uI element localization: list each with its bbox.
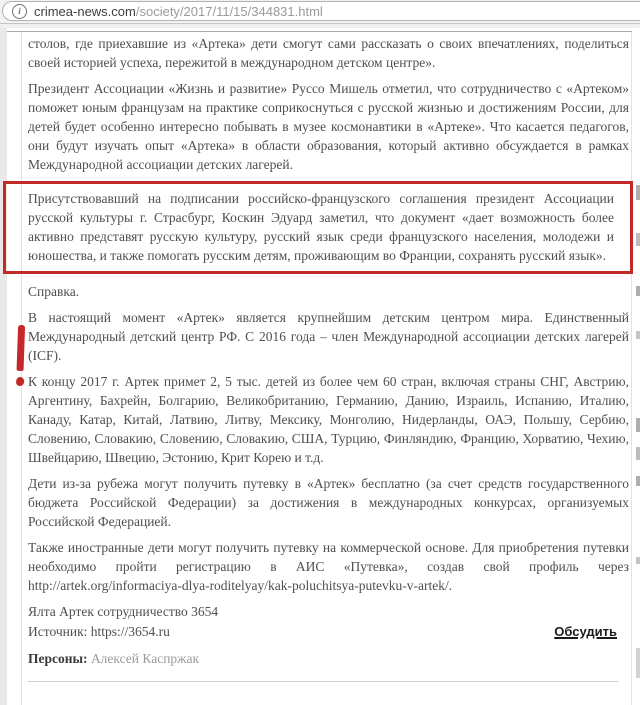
article-tags[interactable]: Ялта Артек сотрудничество 3654 (28, 604, 219, 619)
url-path: /society/2017/11/15/344831.html (135, 3, 323, 19)
source-link[interactable]: https://3654.ru (90, 624, 170, 639)
page-url[interactable] (34, 4, 323, 19)
artek-registration-link[interactable]: http://artek.org/informaciya-dlya-roditelyay/kak-poluchitsya-putevku-v-artek/ (28, 578, 449, 593)
article-top-border (7, 31, 632, 32)
source-label: Источник: (28, 624, 91, 639)
right-edge-fragment (636, 476, 640, 486)
article-paragraph: Дети из-за рубежа могут получить путевку в «Артек» бесплатно (за счет средств государственного бюджета Российской Федерации) за достижения в международных конкурсах, организуемых Российской Федерацией. (28, 476, 629, 529)
info-icon[interactable]: i (12, 4, 27, 19)
right-edge-fragment (636, 447, 640, 460)
person-link[interactable]: Алексей Каспржак (90, 651, 200, 666)
article-right-border (631, 32, 632, 705)
right-edge-fragment (636, 557, 640, 564)
article-paragraph (28, 538, 629, 595)
persons-row (28, 649, 629, 668)
address-bar[interactable] (2, 1, 640, 21)
right-edge-fragment (636, 185, 640, 200)
persons-label: Персоны: (28, 651, 91, 666)
page-left-margin (0, 28, 7, 705)
discuss-link[interactable]: Обсудить (554, 624, 617, 639)
article-body (28, 34, 629, 682)
browser-toolbar (0, 0, 640, 23)
reference-heading: Справка. (28, 284, 80, 299)
toolbar-shadow (0, 24, 640, 28)
highlighted-paragraph: Присутствовавший на подписании российско-французского соглашения президент Ассоциации русской культуры г. Страсбург, Коскин Эдуард заметил, что документ «дает возможность более активно представят русскую культуру, русский язык среди французского населения, молодежи и юношества, и также помогать русским детям, проживающим во Франции, сохранять русский язык». (28, 191, 614, 263)
exclamation-bar (17, 325, 26, 371)
right-edge-fragment (636, 286, 640, 296)
exclamation-dot (16, 377, 24, 386)
right-edge-fragment (636, 233, 640, 246)
red-exclamation-annotation (16, 325, 28, 389)
article-paragraph: К концу 2017 г. Артек примет 2, 5 тыс. детей из более чем 60 стран, включая страны СНГ, Австрию, Аргентину, Бахрейн, Болгарию, Великобританию, Германию, Данию, Израиль, Испанию, Италию, Канаду, Катар, Китай, Латвию, Литву, Мексику, Монголию, Нидерланды, ОАЭ, Польшу, Сербию, Словению, Словакию, Словению, Словакию, США, Турцию, Финляндию, Францию, Хорватию, Чехию, Швейцарию, Швецию, Эстонию, Крит Корею и т.д. (28, 374, 629, 465)
url-domain: crimea-news.com (34, 3, 136, 19)
right-edge-fragment (636, 648, 640, 678)
source-row (28, 622, 629, 641)
right-edge-fragment (636, 331, 640, 339)
article-paragraph: Президент Ассоциации «Жизнь и развитие» Руссо Мишель отметил, что сотрудничество с «Артеком» поможет юным французам на практике соприкоснуться с русской жизнью и достижениям России, для детей будет особенно интересно побывать в музее космонавтики в «Артеке». Что касается педагогов, они будут изучать опыт «Артека» в области образования, который активно обсуждается в рамках Международной ассоциации детских лагерей. (28, 81, 629, 172)
article-paragraph: В настоящий момент «Артек» является крупнейшим детским центром мира. Единственный Международный детский центр РФ. С 2016 года – член Международной ассоциации детских лагерей (ICF). (28, 310, 629, 363)
paragraph-text: Также иностранные дети могут получить путевку на коммерческой основе. Для приобретения путевки необходимо пройти регистрацию в АИС «Путевка», создав свой профиль через (28, 540, 629, 574)
bottom-divider (28, 681, 618, 682)
article-paragraph: столов, где приехавшие из «Артека» дети смогут сами рассказать о своих впечатлениях, поделиться своей историей успеха, пережитой в международном детском центре». (28, 36, 629, 70)
right-edge-fragment (636, 418, 640, 432)
paragraph-text: . (448, 578, 453, 593)
highlighted-quote-box (3, 181, 633, 274)
